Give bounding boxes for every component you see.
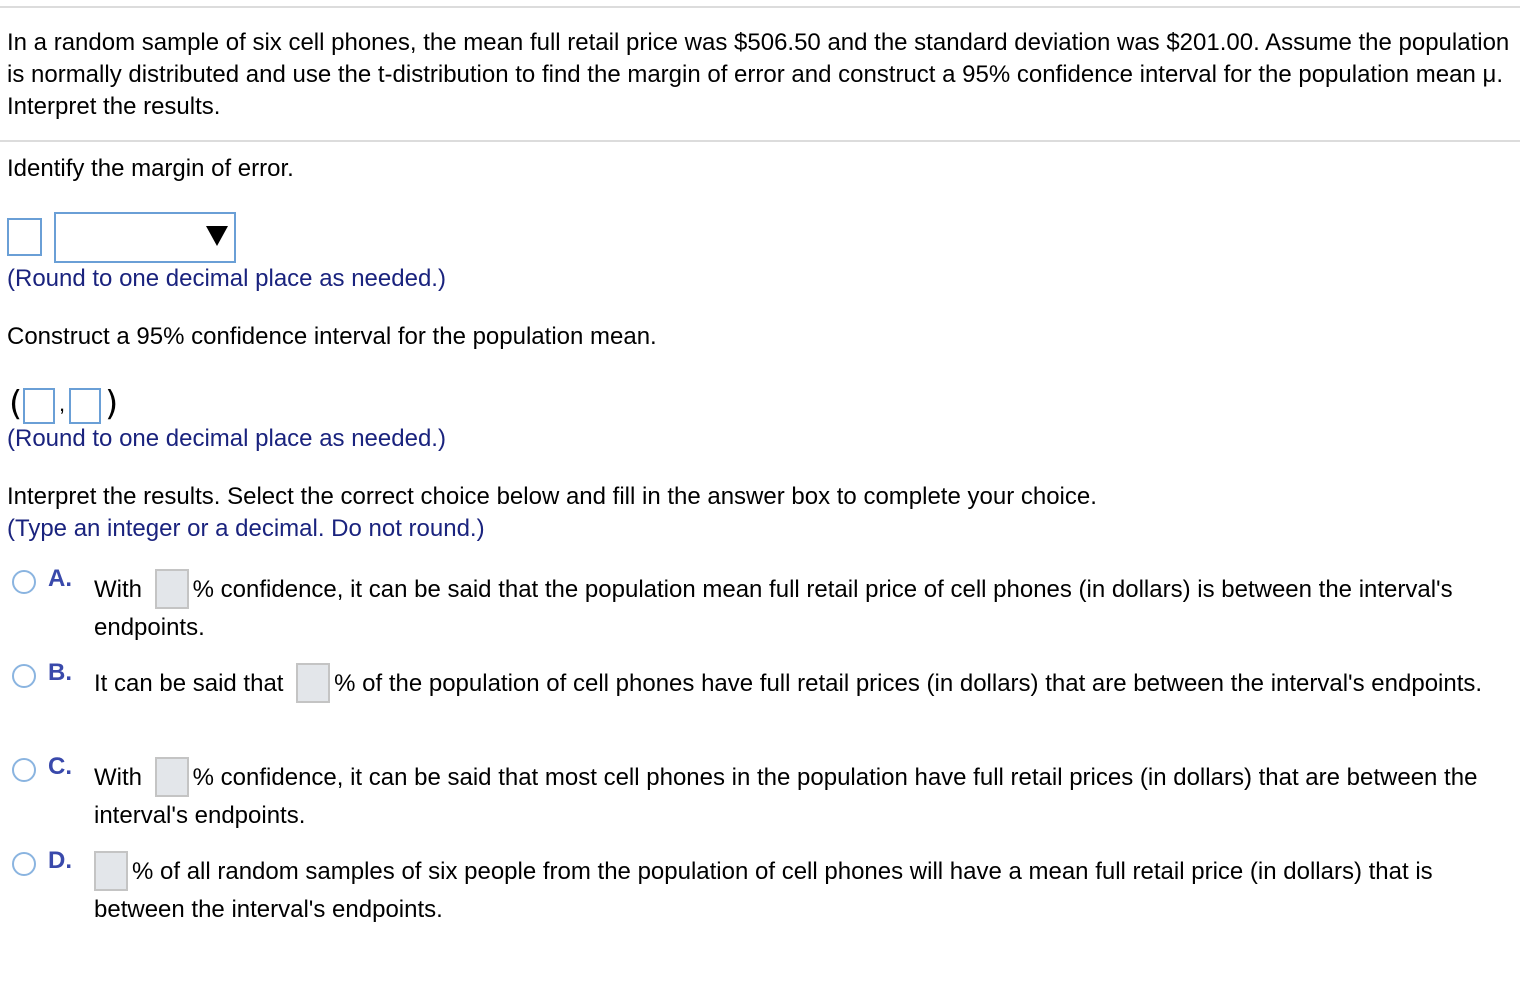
question-divider xyxy=(0,140,1520,142)
choice-text-before: With xyxy=(94,764,142,791)
choice-text-after: % of the population of cell phones have full retail prices (in dollars) that are between the interval's endpoints. xyxy=(334,670,1483,697)
choice-text-before: It can be said that xyxy=(94,670,284,697)
margin-of-error-unit-dropdown[interactable] xyxy=(54,212,236,263)
choice-text xyxy=(94,851,1494,929)
triangle-down-icon xyxy=(206,226,228,246)
choice-text xyxy=(94,569,1494,647)
confidence-interval-hint: (Round to one decimal place as needed.) xyxy=(7,425,446,452)
question-text: In a random sample of six cell phones, the mean full retail price was $506.50 and the standard deviation was $201.00. Assume the population is normally distributed and use the t-distribution to find the margin of error and construct a 95% confidence interval for the population mean μ. Interpret the results. xyxy=(7,29,1510,120)
choice-text-after: % confidence, it can be said that most cell phones in the population have full retail prices (in dollars) that are between the interval's endpoints. xyxy=(94,764,1478,829)
interval-comma: , xyxy=(59,391,66,416)
interval-close-paren: ) xyxy=(105,384,119,424)
margin-of-error-input[interactable] xyxy=(7,218,42,256)
choice-text-after: % of all random samples of six people from the population of cell phones will have a mean full retail price (in dollars) that is between the interval's endpoints. xyxy=(94,858,1433,923)
confidence-level-input[interactable] xyxy=(155,569,189,609)
interval-upper-input[interactable] xyxy=(69,388,101,424)
radio-circle-icon[interactable] xyxy=(12,570,36,594)
radio-circle-icon[interactable] xyxy=(12,852,36,876)
top-divider xyxy=(0,6,1520,8)
choice-letter: B. xyxy=(48,659,72,686)
margin-of-error-hint: (Round to one decimal place as needed.) xyxy=(7,265,446,292)
radio-circle-icon[interactable] xyxy=(12,758,36,782)
interval-open-paren: ( xyxy=(9,384,23,424)
choice-letter: A. xyxy=(48,565,72,592)
interval-lower-input[interactable] xyxy=(23,388,55,424)
choice-text xyxy=(94,757,1494,835)
choice-text-before: With xyxy=(94,576,142,603)
choice-letter: D. xyxy=(48,847,72,874)
choice-text xyxy=(94,663,1494,703)
choice-letter: C. xyxy=(48,753,72,780)
confidence-interval-label: Construct a 95% confidence interval for the population mean. xyxy=(7,323,657,350)
choice-text-after: % confidence, it can be said that the population mean full retail price of cell phones (in dollars) is between the interval's endpoints. xyxy=(94,576,1453,641)
margin-of-error-label: Identify the margin of error. xyxy=(7,155,294,182)
interpretation-hint: (Type an integer or a decimal. Do not round.) xyxy=(7,515,485,542)
interpretation-label: Interpret the results. Select the correct choice below and fill in the answer box to complete your choice. xyxy=(7,483,1097,510)
confidence-interval-entry xyxy=(9,386,149,426)
percent-samples-input[interactable] xyxy=(94,851,128,891)
percent-population-input[interactable] xyxy=(296,663,330,703)
radio-circle-icon[interactable] xyxy=(12,664,36,688)
confidence-level-input[interactable] xyxy=(155,757,189,797)
